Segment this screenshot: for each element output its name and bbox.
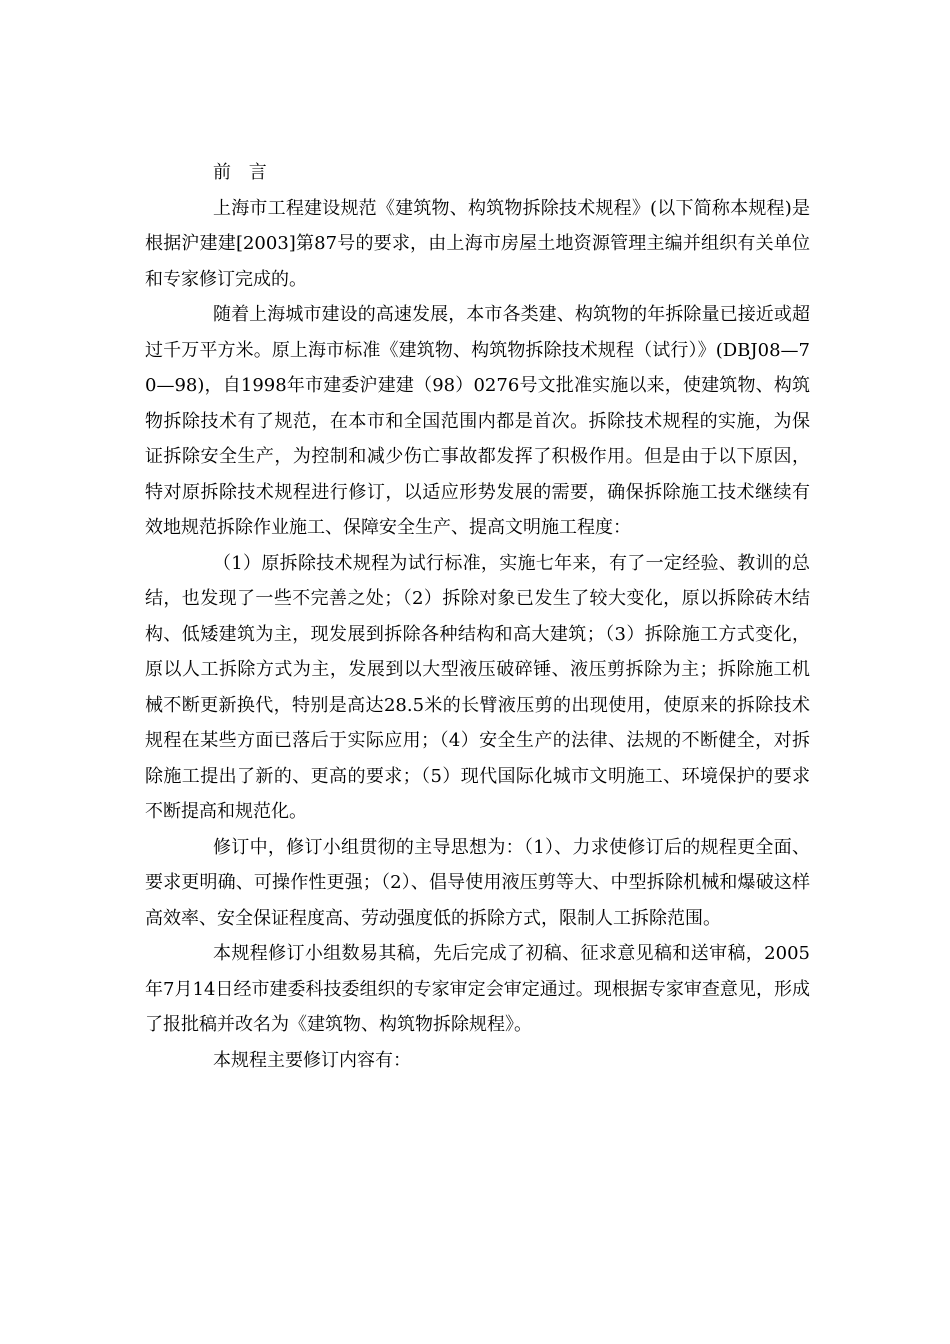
paragraph-reasons: （1）原拆除技术规程为试行标准，实施七年来，有了一定经验、教训的总结，也发现了一些不完善之处；（2）拆除对象已发生了较大变化，原以拆除砖木结构、低矮建筑为主，现发展到拆除各种结构和高大建筑；（3）拆除施工方式变化，原以人工拆除方式为主，发展到以大型液压破碎锤、液压剪拆除为主；拆除施工机械不断更新换代，特别是高达28.5米的长臂液压剪的出现使用，使原来的拆除技术规程在某些方面已落后于实际应用；（4）安全生产的法律、法规的不断健全，对拆除施工提出了新的、更高的要求；（5）现代国际化城市文明施工、环境保护的要求不断提高和规范化。: [145, 552, 810, 822]
paragraph-background: 随着上海城市建设的高速发展，本市各类建、构筑物的年拆除量已接近或超过千万平方米。原上海市标准《建筑物、构筑物拆除技术规程（试行）》(DBJ08—70—98)，自1998年市建委沪建建（98）0276号文批准实施以来，使建筑物、构筑物拆除技术有了规范，在本市和全国范围内都是首次。拆除技术规程的实施，为保证拆除安全生产，为控制和减少伤亡事故都发挥了积极作用。但是由于以下原因，特对原拆除技术规程进行修订，以适应形势发展的需要，确保拆除施工技术继续有效地规范拆除作业施工、保障安全生产、提高文明施工程度：: [145, 304, 810, 538]
document-page: [145, 155, 810, 1078]
paragraph-guiding-ideas: 修订中，修订小组贯彻的主导思想为：（1）、力求使修订后的规程更全面、要求更明确、可操作性更强；（2）、倡导使用液压剪等大、中型拆除机械和爆破这样高效率、安全保证程度高、劳动强度低的拆除方式，限制人工拆除范围。: [145, 836, 810, 929]
paragraph-review-process: 本规程修订小组数易其稿，先后完成了初稿、征求意见稿和送审稿，2005年7月14日经市建委科技委组织的专家审定会审定通过。现根据专家审查意见，形成了报批稿并改名为《建筑物、构筑物拆除规程》。: [145, 943, 810, 1035]
paragraph-main-revisions: 本规程主要修订内容有：: [213, 1049, 411, 1071]
preface-heading: 前 言: [213, 162, 273, 183]
paragraph-intro: 上海市工程建设规范《建筑物、构筑物拆除技术规程》(以下简称本规程)是根据沪建建[2003]第87号的要求，由上海市房屋土地资源管理主编并组织有关单位和专家修订完成的。: [145, 197, 810, 290]
